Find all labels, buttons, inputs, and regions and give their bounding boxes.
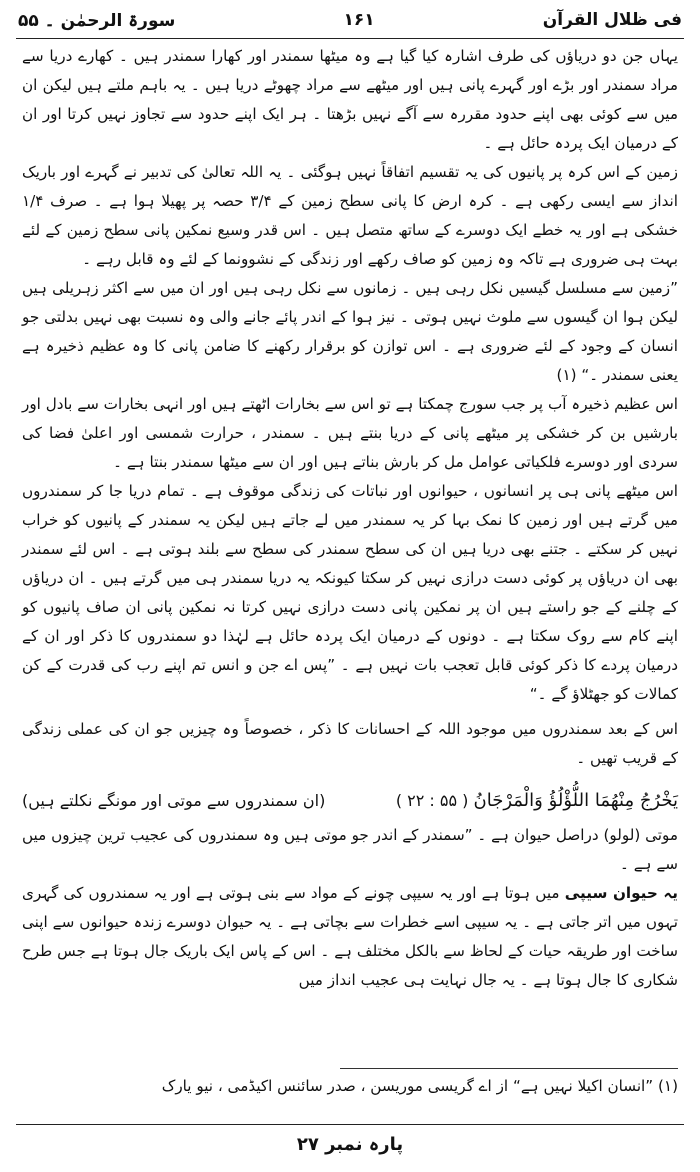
paragraph-rivers: اس میٹھے پانی ہی پر انسانوں ، حیوانوں اور نباتات کی زندگی موقوف ہے ۔ تمام دریا جا کر سمندروں میں گرتے ہیں اور زمین کا نمک بہا کر یہ سمندر میں لے جاتے ہیں لیکن یہ سمندر کے پانیوں کو خراب نہیں کر سکتے ۔ جتنے بھی دریا ہیں ان کی سطح سمندر کی سطح سے بلند ہوتی ہے ۔ اس لئے سمندر بھی ان دریاؤں پر کوئی دست درازی نہیں کر سکتا کیونکہ یہ دریا سمندر ہی میں گرتے ہیں ۔ ان دریاؤں کے چلنے کے جو راستے ہیں ان پر نمکین پانی دست درازی نہیں کرتا نہ نمکین پانی ان صاف پانیوں کو اپنے کام سے روک سکتا ہے ۔ دونوں کے درمیان ایک پردہ حائل ہے لہٰذا دو سمندروں کا ذکر اور ان کے درمیان پردے کا ذکر کوئی قابل تعجب بات نہیں ہے ۔ ”پس اے جن و انس تم اپنے رب کی قدرت کے کن کمالات کو جھٹلاؤ گے ۔“ xyxy=(22,482,678,703)
footnote-divider xyxy=(340,1068,678,1069)
footer-divider xyxy=(16,1124,684,1125)
emphasized-term: یہ حیوان سیپی xyxy=(564,884,678,902)
verse-text xyxy=(396,785,678,817)
page-body xyxy=(22,42,678,995)
quran-verse xyxy=(22,785,678,817)
paragraph-two-seas: یہاں جن دو دریاؤں کی طرف اشارہ کیا گیا ہے وہ میٹھا سمندر اور کھارا سمندر ہیں ۔ کھارے دریا سے مراد سمندر اور بڑے اور گہرے پانی ہیں اور میٹھے سے مراد چھوٹے دریا ہیں ۔ یہ باہم ملتے ہیں لیکن ان میں سے کوئی بھی اپنے حدود مقررہ سے آگے نہیں بڑھتا ۔ ہر ایک اپنے حدود سے تجاوز نہیں کرتا اور ان کے درمیان ایک پردہ حائل ہے ۔ xyxy=(22,47,678,152)
paragraph-oyster xyxy=(22,879,678,995)
para-number: پارہ نمبر ۲۷ xyxy=(296,1134,404,1155)
footnote: (۱) ”انسان اکیلا نہیں ہے“ از اے گریسی موریسن ، صدر سائنس اکیڈمی ، نیو یارک xyxy=(161,1077,678,1095)
header-divider xyxy=(16,38,684,39)
surah-title: سورۃ الرحمٰن ۔ ۵۵ xyxy=(18,10,176,31)
page-number: ۱۶۱ xyxy=(343,10,375,30)
paragraph-oyster-text: میں ہوتا ہے اور یہ سیپی چونے کے مواد سے بنی ہوتی ہے اور یہ سمندروں کی گہری تہوں میں اتر جاتی ہے ۔ یہ سیپی اسے خطرات سے بچاتی ہے ۔ یہ حیوان دوسرے زندہ حیوانوں سے اپنی ساخت اور طریقہ حیات کے لحاظ سے بالکل مختلف ہے ۔ اس کے پاس ایک باریک جال ہوتا ہے جس طرح شکاری کا جال ہوتا ہے ۔ یہ جال نہایت ہی عجیب انداز میں xyxy=(22,884,678,989)
paragraph-bounties: اس کے بعد سمندروں میں موجود اللہ کے احسانات کا ذکر ، خصوصاً وہ چیزیں جو ان کی عملی زندگی کے قریب تھیں ۔ xyxy=(22,720,678,767)
verse-reference: ( ۵۵ : ۲۲ ) xyxy=(395,791,469,810)
book-title: فی ظلال القرآن xyxy=(542,10,682,30)
verse-arabic: یَخْرُجُ مِنْهُمَا اللُّؤْلُؤُ وَالْمَرْجَانُ xyxy=(473,790,678,811)
page-header xyxy=(18,6,682,34)
paragraph-quotation-gases: ”زمین سے مسلسل گیسیں نکل رہی ہیں ۔ زمانوں سے نکل رہی ہیں اور ان میں سے اکثر زہریلی ہیں لیکن ہوا ان گیسوں سے ملوث نہیں ہوتی ۔ نیز ہوا کے اندر پائے جانے والی وہ نسبت بھی نہیں بدلتی جو انسان کے وجود کے لئے ضروری ہے ۔ اس توازن کو برقرار رکھنے کا ضامن پانی کا وہ عظیم ذخیرہ ہے یعنی سمندر ۔“ (۱) xyxy=(22,279,678,384)
paragraph-evaporation: اس عظیم ذخیرہ آب پر جب سورج چمکتا ہے تو اس سے بخارات اٹھتے ہیں اور انہی بخارات سے بادل اور بارشیں بن کر خشکی پر میٹھے پانی کے دریا بنتے ہیں ۔ سمندر ، حرارت شمسی اور اعلیٰ فضا کی سردی اور دوسرے فلکیاتی عوامل مل کر بارش بناتے ہیں اور ان سے میٹھا سمندر بنتا ہے ۔ xyxy=(22,395,678,471)
paragraph-water-distribution: زمین کے اس کرہ پر پانیوں کی یہ تقسیم اتفاقاً نہیں ہوگئی ۔ یہ اللہ تعالیٰ کی تدبیر نے گہرے اور باریک انداز سے ایسی رکھی ہے ۔ کرہ ارض کا پانی سطح زمین کے ۳/۴ حصہ پر پھیلا ہوا ہے ۔ صرف ۱/۴ خشکی ہے اور یہ خطے ایک دوسرے کے ساتھ متصل ہیں ۔ اس قدر وسیع نمکین پانی سطح زمین کے لئے بہت ہی ضروری ہے تاکہ وہ زمین کو صاف رکھے اور زندگی کے نشوونما کے لئے وہ قابل رہے ۔ xyxy=(22,163,678,268)
paragraph-pearl: موتی (لولو) دراصل حیوان ہے ۔ ”سمندر کے اندر جو موتی ہیں وہ سمندروں کی عجیب ترین چیزوں میں سے ہے ۔ xyxy=(22,826,678,873)
verse-translation: (ان سمندروں سے موتی اور مونگے نکلتے ہیں) xyxy=(22,791,326,810)
